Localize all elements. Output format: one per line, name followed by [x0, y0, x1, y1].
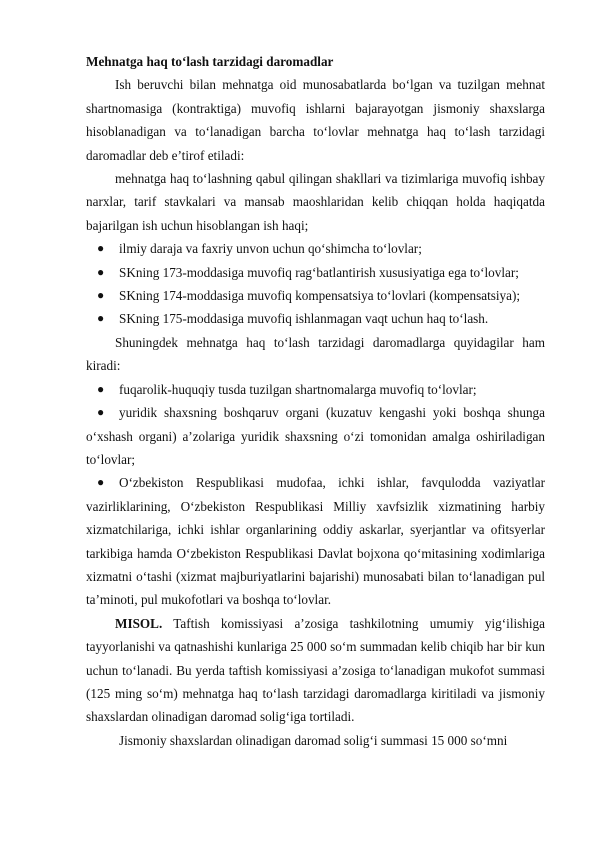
list-item-text: O‘zbekiston Respublikasi mudofaa, ichki ishlar, favqulodda vaziyatlar vazirliklarining, O‘zbekiston Respublikasi Milliy xavfsizlik xizmatining harbiy xizmatchilariga, ichki ishlar organlarining oddiy askarlar, syerjantlar va ofitsyerlar tarkibiga hamda O‘zbekiston Respublikasi Davlat bojxona qo‘mitasining xodimlariga xizmatni o‘tashi (xizmat majburiyatlarini bajarishi) munosabati bilan to‘lanadigan pul ta’minoti, pul mukofotlari va boshqa to‘lovlar. — [86, 475, 545, 608]
section-title: Mehnatga haq to‘lash tarzidagi daromadlar — [86, 54, 334, 69]
bullet-icon: ● — [97, 311, 105, 326]
list-item — [86, 261, 545, 284]
bullet-icon: ● — [97, 264, 105, 279]
paragraph-continued: Jismoniy shaxslardan olinadigan daromad solig‘i summasi 15 000 so‘mni — [119, 732, 508, 748]
list-item-text: fuqarolik-huquqiy tusda tuzilgan shartnomalarga muvofiq to‘lovlar; — [119, 381, 477, 397]
bullet-icon: ● — [97, 288, 105, 303]
bullet-icon: ● — [97, 241, 105, 256]
list-item-text: yuridik shaxsning boshqaruv organi (kuzatuv kengashi yoki boshqa shunga o‘xshash organi) a’zolariga yuridik shaxsning o‘zi tomonidan amalga oshiriladigan to‘lovlar; — [86, 405, 545, 467]
paragraph-salary: mehnatga haq to‘lashning qabul qilingan shakllari va tizimlariga muvofiq ishbay narxlar, tarif stavkalari va mansab maoshlaridan kelib chiqqan holda haqiqatda bajarilgan ish uchun hisoblangan ish haqi; — [86, 171, 545, 233]
paragraph-definition: Ish beruvchi bilan mehnatga oid munosabatlarda bo‘lgan va tuzilgan mehnat shartnomasiga (kontraktiga) muvofiq ishlarni bajarayotgan jismoniy shaxslarga hisoblanadigan va to‘lanadigan barcha to‘lovlar mehnatga haq to‘lash tarzidagi daromadlar deb e’tirof etiladi: — [86, 77, 545, 163]
list-item — [86, 237, 545, 260]
list-item — [86, 471, 545, 611]
list-item — [86, 307, 545, 330]
list-item — [86, 378, 545, 401]
list-item — [86, 284, 545, 307]
list-item — [86, 401, 545, 471]
list-item-text: ilmiy daraja va faxriy unvon uchun qo‘shimcha to‘lovlar; — [119, 241, 422, 257]
list-item-text: SKning 175-moddasiga muvofiq ishlanmagan vaqt uchun haq to‘lash. — [119, 311, 489, 327]
bullet-icon: ● — [97, 405, 105, 420]
paragraph-also-included: Shuningdek mehnatga haq to‘lash tarzidagi daromadlarga quyidagilar ham kiradi: — [86, 334, 545, 374]
paragraph-example — [86, 612, 545, 729]
bullet-icon: ● — [97, 475, 105, 490]
list-item-text: SKning 173-moddasiga muvofiq rag‘batlantirish xususiyatiga ega to‘lovlar; — [119, 264, 519, 280]
bullet-icon: ● — [97, 381, 105, 396]
list-item-text: SKning 174-moddasiga muvofiq kompensatsiya to‘lovlari (kompensatsiya); — [119, 288, 521, 304]
document-page — [86, 50, 545, 752]
example-text: Taftish komissiyasi a’zosiga tashkilotning umumiy yig‘ilishiga tayyorlanishi va qatnashishi kunlariga 25 000 so‘m summadan kelib chiqib har bir kun uchun to‘lanadi. Bu yerda taftish komissiyasi a’zosiga to‘lanadigan mukofot summasi (125 ming so‘m) mehnatga haq to‘lash tarzidagi daromadlarga kiritiladi va jismoniy shaxslardan olinadigan daromad solig‘iga tortiladi. — [86, 615, 545, 725]
bullet-list-other-income — [86, 378, 545, 612]
bullet-list-payments — [86, 237, 545, 331]
example-label: MISOL. — [115, 615, 163, 631]
